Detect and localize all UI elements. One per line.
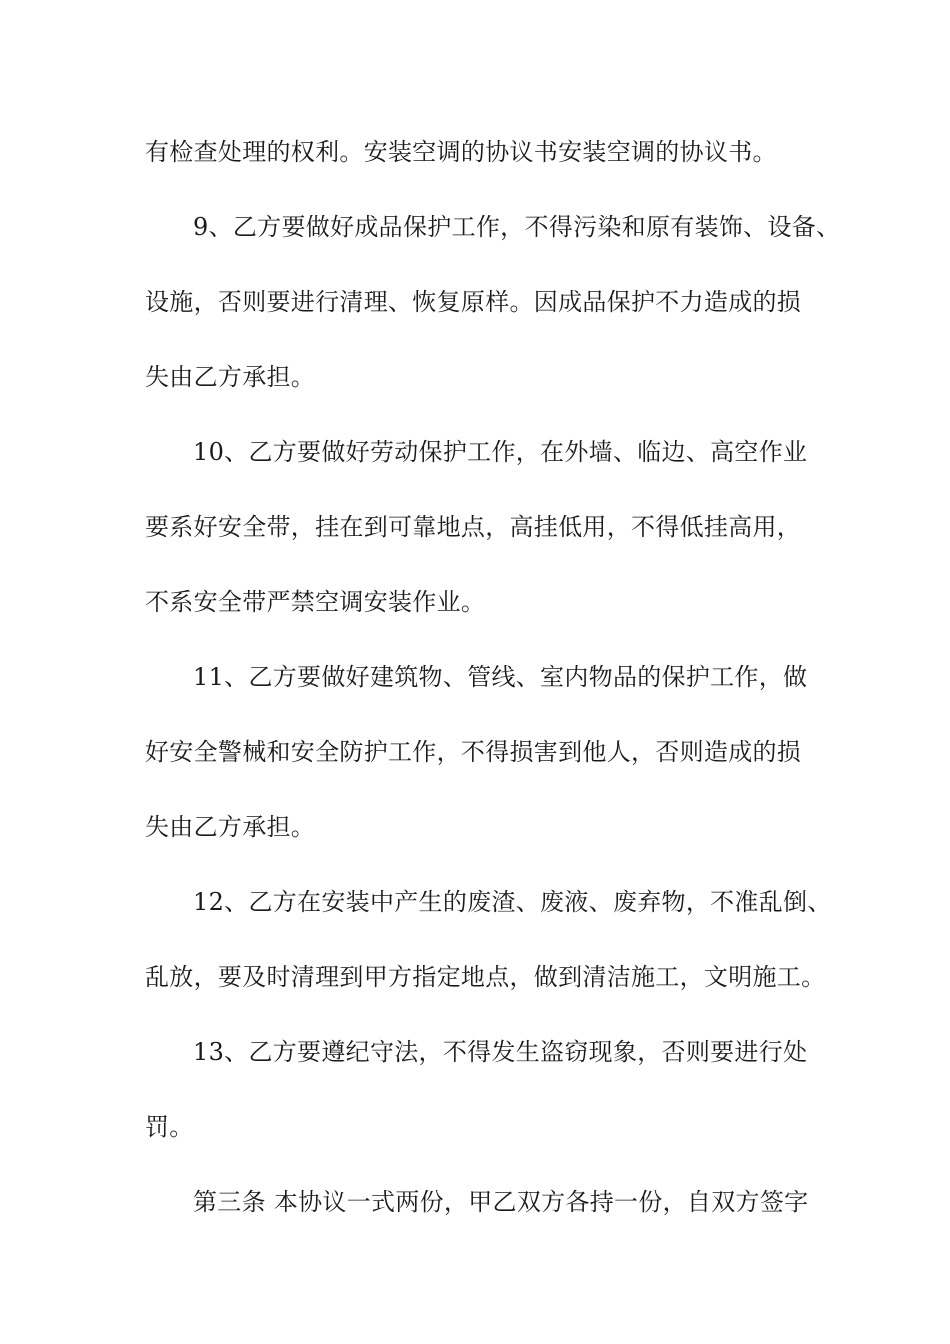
clause-11-line: 11、乙方要做好建筑物、管线、室内物品的保护工作，做 (193, 663, 808, 691)
text-line: 有检查处理的权利。安装空调的协议书安装空调的协议书。 (145, 138, 777, 166)
text-line: 乱放，要及时清理到甲方指定地点，做到清洁施工，文明施工。 (145, 963, 826, 991)
clause-12-line: 12、乙方在安装中产生的废渣、废液、废弃物，不准乱倒、 (193, 888, 832, 916)
text-line: 罚。 (145, 1113, 194, 1141)
clause-9-line: 9、乙方要做好成品保护工作，不得污染和原有装饰、设备、 (193, 213, 841, 241)
text-line: 设施，否则要进行清理、恢复原样。因成品保护不力造成的损 (145, 288, 802, 316)
article-3-line: 第三条 本协议一式两份，甲乙双方各持一份，自双方签字 (193, 1188, 809, 1216)
text-line: 好安全警械和安全防护工作，不得损害到他人，否则造成的损 (145, 738, 802, 766)
clause-13-line: 13、乙方要遵纪守法，不得发生盗窃现象，否则要进行处 (193, 1038, 808, 1066)
clause-10-line: 10、乙方要做好劳动保护工作，在外墙、临边、高空作业 (193, 438, 808, 466)
text-line: 不系安全带严禁空调安装作业。 (145, 588, 486, 616)
text-line: 要系好安全带，挂在到可靠地点，高挂低用，不得低挂高用， (145, 513, 802, 541)
text-line: 失由乙方承担。 (145, 363, 316, 391)
text-line: 失由乙方承担。 (145, 813, 316, 841)
